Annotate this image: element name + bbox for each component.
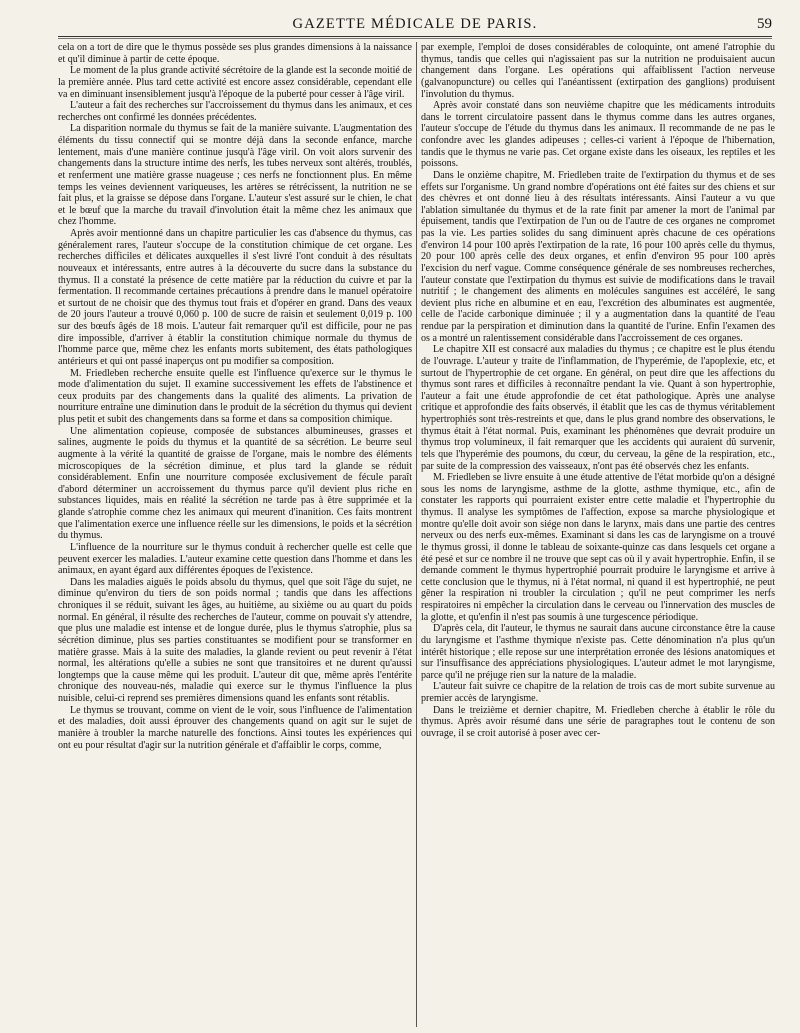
paragraph: Le chapitre XII est consacré aux maladies du thymus ; ce chapitre est le plus étendu de l'ouvrage. L'auteur y traite de l'inflammation, de l'hyperémie, de l'apoplexie, etc, et surtout de l'hypertrophie de cet organe. En général, on peut dire que les affections du thymus sont rares et difficiles à reconnaître pendant la vie. Quant à son hypertrophie, l'auteur a fait une étude approfondie de cet état pathologique. Après une analyse critique et approfondie des faits observés, il établit que les cas de thymus véritablement hypertrophiés sont très-restreints et que, dans le plus grand nombre des observations, le thymus était à l'état normal. Puis, examinant les phénomènes que devrait produire un thymus trop volumineux, il fait remarquer que les accidents qui auraient dû survenir, tels que l'hyperémie des poumons, du cœur, du cerveau, la gêne de la respiration, etc., par suite de la compression des vaisseaux, n'ont pas été observés chez les enfants. [421, 344, 775, 472]
paragraph: Le moment de la plus grande activité sécrétoire de la glande est la seconde moitié de la première année. Plus tard cette activité est encore assez considérable, cependant elle va en diminuant insensiblement jusqu'à l'époque de la puberté pour cesser à l'âge viril. [58, 65, 412, 100]
paragraph: Dans les maladies aiguës le poids absolu du thymus, quel que soit l'âge du sujet, ne diminue qu'environ du tiers de son poids normal ; tandis que dans les affections chroniques il se réduit, suivant les âges, au huitième, au sixième ou au quart du poids normal. En général, il résulte des recherches de l'auteur, comme on pouvait s'y attendre, que plus une maladie est intense et de longue durée, plus le thymus s'atrophie, plus sa sécrétion diminue, plus ses parties constituantes se modifient pour se transformer en matière grasse. Mais à la suite des maladies, la glande revient ou peut revenir à l'état normal, les altérations qu'elle a subies ne sont que transitoires et ne durent qu'aussi longtemps que la cause même qui les produit. L'auteur dit que, même après l'entérite chronique des nouveau-nés, maladie qui exerce sur le thymus l'influence la plus nuisible, celui-ci reprend ses premières dimensions quand les enfants sont rétablis. [58, 576, 412, 704]
paragraph: Une alimentation copieuse, composée de substances albumineuses, grasses et salines, augmente le poids du thymus et la quantité de sa sécrétion. Le beurre seul augmente à la vérité la quantité de graisse de l'organe, mais le nombre des éléments microscopiques de la sécrétion diminue, et plus tard la glande se réduit considérablement. Enfin une nourriture composée exclusivement de fécule paraît d'abord déterminer un accroissement du thymus parce qu'il devient plus riche en substances liquides, mais en réalité la sécrétion ne tarde pas à être supprimée et la glande s'atrophie comme chez les animaux qui meurent d'inanition. Ces faits montrent que l'alimentation exerce une influence réelle sur les dimensions, le poids et la sécrétion du thymus. [58, 425, 412, 542]
column-divider [416, 42, 417, 1027]
paragraph: Dans le treizième et dernier chapitre, M. Friedleben cherche à établir le rôle du thymus. Après avoir résumé dans une série de paragraphes tout le contenu de son ouvrage, il se croit autorisé à poser avec cer- [421, 704, 775, 739]
left-column [58, 42, 412, 751]
paragraph: Dans le onzième chapitre, M. Friedleben traite de l'extirpation du thymus et de ses effets sur l'organisme. Un grand nombre d'opérations ont été faites sur des chiens et sur des chèvres et ont donné lieu à des résultats intéressants. Ainsi l'auteur a vu que l'ablation simultanée du thymus et de la rate finit par amener la mort de l'animal par épuisement, tandis que l'extirpation de l'un ou de l'autre de ces organes ne compromet pas la vie. Les parties solides du sang diminuent après chacune de ces opérations d'environ 14 pour 100 après l'extirpation de la rate, 16 pour 100 après celle du thymus, 20 pour 100 après celle des deux organes, et enfin d'environ 95 pour 100 après l'excision du nerf vague. Comme conséquence générale de ses nombreuses recherches, l'auteur constate que l'extirpation du thymus est suivie de modifications dans le travail nutritif ; le changement des aliments en molécules sanguines est accéléré, le sang devient plus riche en albumine et en eau, l'excrétion des albuminates est augmentée, celle de l'acide carbonique diminuée ; il y a augmentation dans la quantité de l'eau rendue par la perspiration et diminution dans la quantité de l'urine. Enfin l'examen des os a montré un ralentissement considérable dans l'accroissement de ces organes. [421, 169, 775, 344]
paragraph: par exemple, l'emploi de doses considérables de coloquinte, ont amené l'atrophie du thymus, tandis que celles qui n'agissaient pas sur la nutrition ne produisaient aucun changement dans l'organe. Les opérations qui affaiblissent l'action nerveuse (galvanopuncture) ou celles qui l'anéantissent (extirpation des ganglions) produisent l'involution du thymus. [421, 42, 775, 100]
paragraph: L'auteur a fait des recherches sur l'accroissement du thymus dans les animaux, et ces recherches ont confirmé les données précédentes. [58, 100, 412, 123]
header-rule-thin [58, 38, 772, 39]
paragraph: Après avoir mentionné dans un chapitre particulier les cas d'absence du thymus, cas généralement rares, l'auteur s'occupe de la constitution chimique de cet organe. Les recherches difficiles et délicates auxquelles il s'est livré l'ont conduit à des résultats nouveaux et intéressants, entre autres à la découverte du sucre dans la substance du thymus. Il a constaté la présence de cette matière par la réduction du cuivre et par la fermentation. Il recommande certaines précautions à prendre dans le manuel opératoire et surtout de ne choisir que des thymus tout frais et d'opérer en grand. Dans des veaux de 20 jours l'auteur a trouvé 0,060 p. 100 de sucre de raisin et seulement 0,019 p. 100 sur des bœufs âgés de 18 mois. L'auteur fait remarquer qu'il est difficile, pour ne pas dire impossible, d'arriver à établir la constitution chimique normale du thymus de l'homme parce que, même chez les enfants morts subitement, des états pathologiques antérieurs et qui ont passé inaperçus ont pu modifier sa composition. [58, 228, 412, 367]
right-column [421, 42, 775, 740]
paragraph: Le thymus se trouvant, comme on vient de le voir, sous l'influence de l'alimentation et des maladies, doit aussi éprouver des changements quand on agit sur le sujet de manière à troubler la marche naturelle des fonctions. Ainsi toutes les expériences qui ont eu pour résultat d'agir sur la nutrition générale et d'affaiblir le corps, comme, [58, 704, 412, 751]
journal-title: GAZETTE MÉDICALE DE PARIS. [292, 16, 538, 32]
paragraph: M. Friedleben se livre ensuite à une étude attentive de l'état morbide qu'on a désigné sous les noms de laryngisme, asthme de la glotte, asthme thymique, etc., afin de constater les rapports qui pourraient exister entre cette maladie et l'hypertrophie du thymus. Il analyse les symptômes de l'affection, expose sa marche physiologique et montre qu'elle doit avoir son siége non dans le larynx, mais dans une partie des centres nerveux ou des nerfs eux-mêmes. Examinant si dans les cas de laryngisme on a trouvé le thymus grossi, il donne le tableau de soixante-quinze cas dans lesquels cet organe a été pesé et sur ce nombre il ne trouve que sept cas où il y avait hypertrophie. Enfin, il se demande comment le thymus hypertrophié pourrait produire le laryngisme et arrive à cette conclusion que le thymus, ni à l'état normal, ni quand il est hypertrophié, ne peut gêner la respiration ni troubler la circulation ; qu'il ne peut comprimer les nerfs respiratoires ni empêcher la circulation dans le cerveau ou l'innervation des muscles de la glotte, et qu'enfin il n'est pas soumis à une turgescence périodique. [421, 472, 775, 623]
paragraph: L'influence de la nourriture sur le thymus conduit à rechercher quelle est celle que peuvent exercer les maladies. L'auteur examine cette question dans l'homme et dans les animaux, en ayant égard aux différentes époques de l'existence. [58, 541, 412, 577]
paragraph: D'après cela, dit l'auteur, le thymus ne saurait dans aucune circonstance être la cause du laryngisme et l'asthme thymique n'existe pas. Cette dénomination n'a plus qu'un intérêt historique ; elle repose sur une interprétation erronée des lésions anatomiques et sur l'insuffisance des appréciations physiologiques. L'auteur admet le mot laryngisme, parce qu'il ne préjuge rien sur la nature de la maladie. [421, 623, 775, 681]
paragraph: cela on a tort de dire que le thymus possède ses plus grandes dimensions à la naissance et qu'il diminue à partir de cette époque. [58, 42, 412, 65]
page-number: 59 [757, 16, 772, 32]
paragraph: Après avoir constaté dans son neuvième chapitre que les médicaments introduits dans le torrent circulatoire passent dans le thymus comme dans les autres organes, l'auteur s'occupe de l'étude du thymus dans les animaux. Il recommande de ne pas le confondre avec les glandes adipeuses ; celles-ci varient à l'époque de l'hibernation, tandis que le thymus ne varie pas. Cet organe existe dans les oiseaux, les reptiles et les poissons. [421, 100, 775, 170]
paragraph: L'auteur fait suivre ce chapitre de la relation de trois cas de mort subite survenue au premier accès de laryngisme. [421, 681, 775, 704]
header-rule [58, 36, 772, 37]
paragraph: M. Friedleben recherche ensuite quelle est l'influence qu'exerce sur le thymus le mode d'alimentation du sujet. Il examine successivement les effets de l'abstinence et ceux produits par des changements dans la qualité des aliments. La privation de nourriture entraîne une diminution dans le produit de la sécrétion du thymus qui devient plus petit et subit des changements dans sa forme et dans sa composition chimique. [58, 367, 412, 425]
paragraph: La disparition normale du thymus se fait de la manière suivante. L'augmentation des éléments du tissu connectif qui se montre déjà dans la seconde enfance, marche lentement, mais d'une manière continue jusqu'à l'âge viril. On voit alors survenir des changements dans la structure intime des nerfs, les tubes nerveux sont altérés, troublés, et renferment une matière grasse nuageuse ; ces nerfs ne fonctionnent plus. En même temps les veines deviennent variqueuses, les artères se rétrécissent, la nutrition ne se fait plus, et la graisse se dépose dans l'organe. L'auteur s'est assuré sur le chien, le chat et le bœuf que la marche du travail d'involution était la même chez les animaux que chez l'homme. [58, 123, 412, 228]
